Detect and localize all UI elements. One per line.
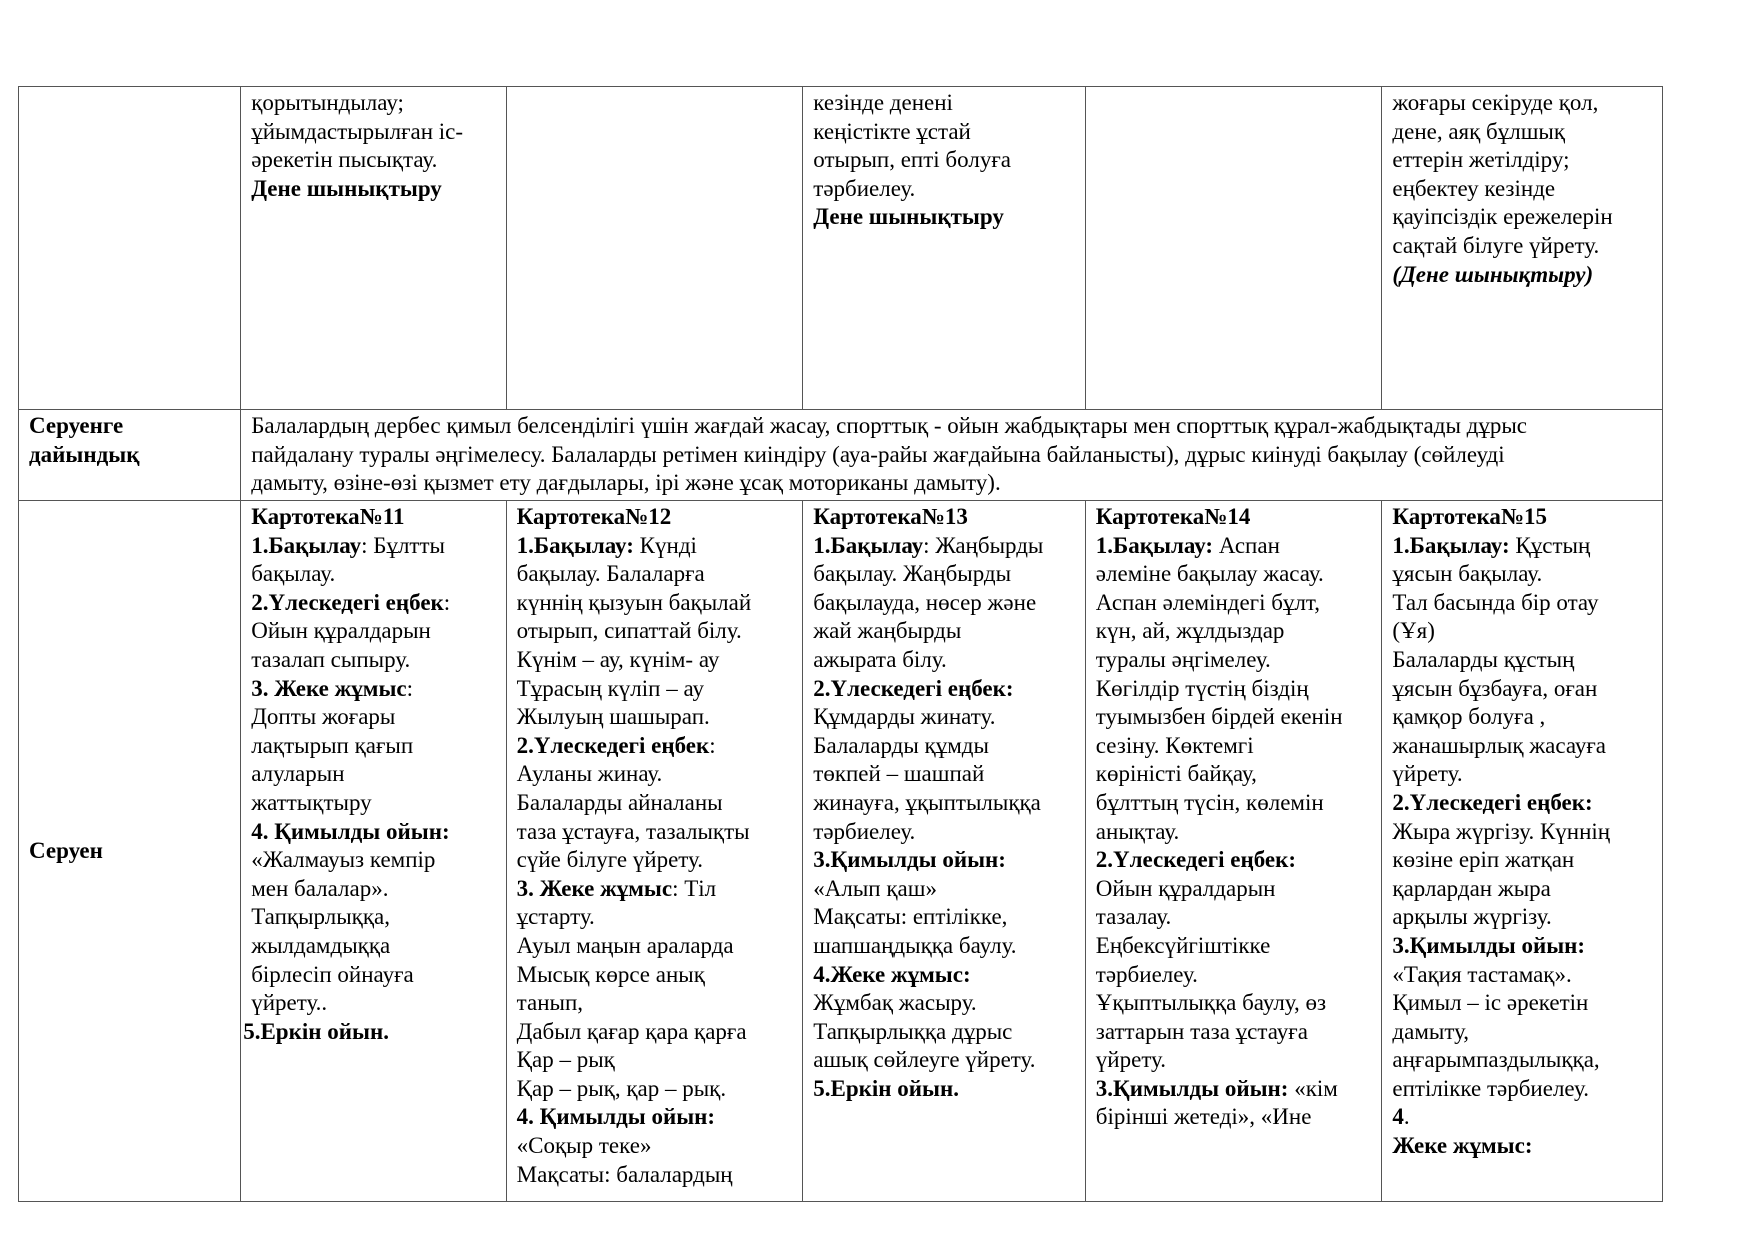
- card-line: [1392, 560, 1652, 589]
- card-line: [1392, 703, 1652, 732]
- text-line: сақтай білуге үйрету.: [1392, 232, 1600, 258]
- continued-cell-3: [803, 87, 1086, 410]
- bold-heading: Картотека№13: [813, 504, 968, 529]
- card-line: [1096, 532, 1372, 561]
- text-line: кезінде денені: [813, 90, 953, 115]
- plain-text: туралы әңгімелеу.: [1095, 646, 1271, 672]
- plain-text: ашық сөйлеуге үйрету.: [813, 1047, 1036, 1073]
- plain-text: Дабыл қағар қара қарға: [516, 1018, 747, 1044]
- card-line: [517, 875, 793, 904]
- continued-row: [19, 87, 1663, 410]
- card-line: [517, 1132, 793, 1161]
- bold-heading: 1.Бақылау: [813, 532, 924, 558]
- continued-cell-1: [241, 87, 506, 410]
- card-12-cell: [506, 501, 803, 1202]
- card-line: [251, 560, 495, 589]
- card-line: [517, 903, 793, 932]
- bold-heading: 4. Қимылды ойын:: [251, 818, 450, 844]
- card-line: [813, 1018, 1075, 1047]
- plain-text: лақтырып қағып: [251, 732, 414, 758]
- plain-text: Күнді: [633, 532, 697, 558]
- text-line: дене, аяқ бұлшық: [1392, 118, 1566, 144]
- card-line: [1392, 1075, 1652, 1104]
- card-line: [1096, 617, 1372, 646]
- bold-heading: Картотека№11: [251, 504, 405, 529]
- walk-row: [19, 501, 1663, 1202]
- plain-text: тәрбиелеу.: [813, 818, 916, 844]
- plain-text: «кім: [1288, 1075, 1338, 1101]
- plain-text: ажырата білу.: [813, 646, 947, 672]
- plain-text: «Соқыр теке»: [516, 1133, 652, 1159]
- plain-text: үйрету.: [1095, 1047, 1167, 1073]
- continued-cell-5: [1382, 87, 1663, 410]
- plain-text: ептілікке тәрбиелеу.: [1392, 1075, 1590, 1101]
- card-line: [813, 932, 1075, 961]
- walk-prep-row: [19, 410, 1663, 501]
- card-line: [813, 875, 1075, 904]
- plain-text: Құмдарды жинату.: [813, 704, 996, 730]
- plain-text: таза ұстауға, тазалықты: [516, 818, 750, 844]
- plain-text: күн, ай, жұлдыздар: [1095, 618, 1285, 644]
- card-line: [1096, 589, 1372, 618]
- card-11-cell: [241, 501, 506, 1202]
- plain-text: Мақсаты: балалардың: [516, 1161, 733, 1187]
- card-line: [517, 1018, 793, 1047]
- text-line: ұйымдастырылған іс-: [251, 118, 464, 144]
- bold-heading: 2.Үлескедегі еңбек:: [1095, 847, 1297, 873]
- free-play-item: 5.Еркін ойын.: [243, 1018, 389, 1044]
- card-line: [517, 1075, 793, 1104]
- subject-label: (Дене шынықтыру): [1392, 261, 1594, 287]
- bold-heading: 4.Жеке жұмыс:: [813, 961, 971, 987]
- plain-text: Қар – рық, қар – рық.: [516, 1075, 727, 1101]
- plain-text: Балаларды құстың: [1392, 646, 1575, 672]
- plain-text: «Тақия тастамақ».: [1392, 961, 1572, 987]
- text-line: еттерін жетілдіру;: [1392, 147, 1570, 173]
- plain-text: Тапқырлыққа дұрыс: [813, 1018, 1013, 1044]
- card-line: [1096, 989, 1372, 1018]
- plain-text: Мақсаты: ептілікке,: [813, 904, 1008, 930]
- card-line: [1392, 932, 1652, 961]
- card-title: [251, 503, 495, 532]
- plain-text: Тұрасың күліп – ау: [516, 675, 705, 701]
- card-line: [517, 732, 793, 761]
- bold-heading: 3.Қимылды ойын:: [1392, 932, 1586, 958]
- bold-heading: 2.Үлескедегі еңбек:: [813, 675, 1014, 701]
- bold-heading: 1.Бақылау:: [1095, 532, 1214, 558]
- card-line: [1096, 789, 1372, 818]
- card-line: [1392, 646, 1652, 675]
- card-line: [813, 732, 1075, 761]
- card-line: [1096, 1018, 1372, 1047]
- plain-text: бірінші жетеді», «Ине: [1095, 1104, 1312, 1130]
- card-line: [251, 846, 495, 875]
- card-line: [813, 703, 1075, 732]
- card-line: [1392, 961, 1652, 990]
- plain-text: көзіне еріп жатқан: [1392, 847, 1575, 873]
- card-line: [251, 646, 495, 675]
- bold-heading: 2.Үлескедегі еңбек:: [1392, 789, 1593, 815]
- card-line: [1096, 703, 1372, 732]
- continued-cell-2: [506, 87, 803, 410]
- plain-text: Еңбексүйгіштікке: [1095, 932, 1271, 958]
- plain-text: Допты жоғары: [251, 704, 396, 730]
- card-line: [1392, 818, 1652, 847]
- card-line: [517, 703, 793, 732]
- card-line: [813, 846, 1075, 875]
- plain-text: :: [406, 675, 414, 701]
- continued-cell-4: [1085, 87, 1382, 410]
- card-line: [813, 1046, 1075, 1075]
- card-line: [517, 989, 793, 1018]
- card-line: [813, 532, 1075, 561]
- plain-text: шапшаңдыққа баулу.: [813, 932, 1017, 958]
- card-line: [813, 903, 1075, 932]
- card-line: [517, 846, 793, 875]
- card-line: [1096, 646, 1372, 675]
- walk-prep-text: [241, 410, 1663, 501]
- plain-text: Жыра жүргізу. Күннің: [1392, 818, 1611, 844]
- card-line: [1392, 1103, 1652, 1132]
- bold-heading: 1.Бақылау:: [516, 532, 634, 558]
- card-line: [517, 532, 793, 561]
- plain-text: сезіну. Көктемгі: [1095, 732, 1254, 758]
- plain-text: отырып, сипаттай білу.: [516, 618, 742, 644]
- card-line: [517, 760, 793, 789]
- plain-text: үйрету.: [1392, 761, 1463, 787]
- bold-heading: 3. Жеке жұмыс: [251, 675, 407, 701]
- card-line: [517, 589, 793, 618]
- plain-text: «Жалмауыз кемпір: [251, 847, 436, 873]
- card-line: [1096, 560, 1372, 589]
- card-line: [251, 932, 495, 961]
- card-line: [517, 1161, 793, 1190]
- card-line: [517, 560, 793, 589]
- card-title: [517, 503, 793, 532]
- plain-text: : Тіл: [672, 875, 717, 901]
- bold-heading: 3.Қимылды ойын:: [1095, 1075, 1289, 1101]
- label-line: дайындық: [29, 441, 140, 467]
- plain-text: бұлттың түсін, көлемін: [1095, 789, 1324, 815]
- plain-text: жаттықтыру: [251, 789, 372, 815]
- plain-text: (Ұя): [1392, 618, 1435, 644]
- card-line: [251, 818, 495, 847]
- card-line: [1096, 846, 1372, 875]
- card-line: [813, 760, 1075, 789]
- text-line: әрекетін пысықтау.: [251, 147, 438, 173]
- card-14-cell: [1085, 501, 1382, 1202]
- plain-text: бірлесіп ойнауға: [251, 961, 414, 987]
- card-line: [813, 818, 1075, 847]
- plain-text: тазалау.: [1095, 904, 1172, 930]
- plain-text: сүйе білуге үйрету.: [516, 847, 704, 873]
- text-line: жоғары секіруде қол,: [1392, 90, 1599, 115]
- text-line: пайдалану туралы әңгімелесу. Балаларды ретімен киіндіру (ауа-райы жағдайына байланысты), дұрыс киінуді бақылау (сөйлеуді: [251, 441, 1505, 467]
- text-line: қорытындылау;: [251, 90, 404, 115]
- bold-heading: Картотека№12: [516, 504, 672, 529]
- card-line: [251, 760, 495, 789]
- plain-text: Ойын құралдарын: [251, 618, 431, 644]
- text-line: тәрбиелеу.: [813, 175, 916, 201]
- plain-text: :: [443, 589, 451, 615]
- card-line: [813, 646, 1075, 675]
- card-line: [517, 646, 793, 675]
- plain-text: мен балалар».: [251, 875, 389, 901]
- subject-label: Дене шынықтыру: [251, 175, 442, 201]
- plain-text: ұясын бақылау.: [1392, 561, 1543, 587]
- card-line: [813, 589, 1075, 618]
- card-line: [1096, 932, 1372, 961]
- card-line: [251, 875, 495, 904]
- card-line: [1392, 532, 1652, 561]
- plain-text: ұясын бұзбауға, оған: [1392, 675, 1598, 701]
- plain-text: :: [709, 732, 716, 758]
- card-line: [813, 989, 1075, 1018]
- plain-text: «Алып қаш»: [813, 875, 937, 901]
- card-line: [1392, 1132, 1652, 1161]
- card-line: [251, 961, 495, 990]
- plain-text: ұстарту.: [516, 904, 595, 930]
- card-line: [1096, 1046, 1372, 1075]
- card-line: [517, 818, 793, 847]
- card-line: [251, 675, 495, 704]
- plain-text: Аспан: [1213, 532, 1280, 558]
- card-line: [1392, 589, 1652, 618]
- subject-label: Дене шынықтыру: [813, 204, 1004, 230]
- row-label-empty: [19, 87, 241, 410]
- plain-text: күннің қызуын бақылай: [516, 589, 752, 615]
- plain-text: Тал басында бір отау: [1392, 589, 1599, 615]
- card-line: [1096, 961, 1372, 990]
- plain-text: Ұқыптылыққа баулу, өз: [1095, 990, 1327, 1016]
- plain-text: көріністі байқау,: [1095, 761, 1257, 787]
- card-line: [1096, 760, 1372, 789]
- plan-table: [18, 86, 1663, 1202]
- plain-text: Жылуың шашырап.: [516, 704, 710, 730]
- plain-text: жанашырлық жасауға: [1392, 732, 1607, 758]
- text-line: отырып, епті болуға: [813, 147, 1011, 173]
- card-line: [251, 732, 495, 761]
- bold-heading: 2.Үлескедегі еңбек: [516, 732, 710, 758]
- text-line: қауіпсіздік ережелерін: [1392, 204, 1613, 230]
- plain-text: Күнім – ау, күнім- ау: [516, 646, 720, 672]
- plain-text: : Жаңбырды: [923, 532, 1044, 558]
- plain-text: тазалап сыпыру.: [251, 646, 411, 672]
- plain-text: Ауыл маңын араларда: [516, 932, 734, 958]
- plain-text: Ауланы жинау.: [516, 761, 663, 787]
- card-line: [813, 675, 1075, 704]
- card-line: [251, 532, 495, 561]
- text-line: кеңістікте ұстай: [813, 118, 971, 144]
- plain-text: арқылы жүргізу.: [1392, 904, 1552, 930]
- card-line: [1392, 1018, 1652, 1047]
- card-line: [517, 617, 793, 646]
- card-line: [1392, 760, 1652, 789]
- card-line: [1392, 789, 1652, 818]
- walk-prep-label: [19, 410, 241, 501]
- plain-text: үйрету..: [251, 990, 328, 1016]
- card-line: [251, 703, 495, 732]
- card-line: [1096, 1075, 1372, 1104]
- plain-text: қамқор болуға ,: [1392, 704, 1546, 730]
- plain-text: Аспан әлеміндегі бұлт,: [1095, 589, 1321, 615]
- plain-text: анықтау.: [1095, 818, 1180, 844]
- bold-heading: 4. Қимылды ойын:: [516, 1104, 716, 1130]
- card-line: [251, 903, 495, 932]
- card-line: [1392, 903, 1652, 932]
- card-line: [1096, 675, 1372, 704]
- bold-heading: 1.Бақылау:: [1392, 532, 1510, 558]
- card-line: [813, 961, 1075, 990]
- plain-text: танып,: [516, 990, 584, 1016]
- card-line: [1392, 617, 1652, 646]
- plain-text: туымызбен бірдей екенін: [1095, 704, 1343, 730]
- bold-heading: 5.Еркін ойын.: [813, 1075, 960, 1101]
- bold-heading: Жеке жұмыс:: [1392, 1133, 1533, 1159]
- card-line: [1392, 846, 1652, 875]
- card-line: [517, 1103, 793, 1132]
- bold-heading: Картотека№14: [1095, 504, 1251, 529]
- card-15-cell: [1382, 501, 1663, 1202]
- card-line: [517, 932, 793, 961]
- bold-heading: Картотека№15: [1392, 504, 1547, 529]
- card-line: [517, 789, 793, 818]
- card-line: [1392, 675, 1652, 704]
- card-line: [251, 789, 495, 818]
- bold-heading: 3.Қимылды ойын:: [813, 847, 1006, 873]
- card-line: [1096, 818, 1372, 847]
- plain-text: Балаларды айналаны: [516, 789, 723, 815]
- plain-text: Құстың: [1509, 532, 1591, 558]
- plain-text: жылдамдыққа: [251, 932, 391, 958]
- plain-text: жай жаңбырды: [813, 618, 962, 644]
- card-line: [251, 989, 495, 1018]
- card-line: [517, 675, 793, 704]
- plain-text: Қимыл – іс әрекетін: [1392, 990, 1589, 1016]
- card-line: [813, 617, 1075, 646]
- card-line: [813, 789, 1075, 818]
- card-line: [1392, 989, 1652, 1018]
- label-line: Серуенге: [29, 413, 124, 438]
- plain-text: Жұмбақ жасыру.: [813, 990, 977, 1016]
- text-line: еңбектеу кезінде: [1392, 175, 1556, 201]
- card-line: [1096, 903, 1372, 932]
- plain-text: .: [1403, 1104, 1410, 1130]
- bold-heading: 4: [1392, 1104, 1404, 1130]
- plain-text: Мысық көрсе анық: [516, 961, 705, 987]
- card-line: [517, 1046, 793, 1075]
- card-line: [813, 560, 1075, 589]
- card-line: [517, 961, 793, 990]
- plain-text: : Бұлтты: [361, 532, 445, 558]
- walk-label: Серуен: [19, 501, 241, 1202]
- plain-text: Ойын құралдарын: [1095, 875, 1276, 901]
- bold-heading: 3. Жеке жұмыс: [516, 875, 673, 901]
- card-title: [1392, 503, 1652, 532]
- plain-text: бақылауда, нөсер және: [813, 589, 1037, 615]
- bold-heading: 1.Бақылау: [251, 532, 362, 558]
- plain-text: әлеміне бақылау жасау.: [1095, 561, 1324, 587]
- plain-text: бақылау.: [251, 561, 336, 587]
- card-line: [813, 1075, 1075, 1104]
- plain-text: төкпей – шашпай: [813, 761, 985, 787]
- card-line: [1392, 732, 1652, 761]
- card-title: [813, 503, 1075, 532]
- card-13-cell: [803, 501, 1086, 1202]
- card-line: [1392, 1046, 1652, 1075]
- plain-text: қарлардан жыра: [1392, 875, 1551, 901]
- card-line: [1096, 1103, 1372, 1132]
- plain-text: аңғарымпаздылыққа,: [1392, 1047, 1600, 1073]
- plain-text: Қар – рық: [516, 1047, 615, 1073]
- card-title: [1096, 503, 1372, 532]
- bold-heading: 2.Үлескедегі еңбек: [251, 589, 444, 615]
- plain-text: дамыту,: [1392, 1018, 1470, 1044]
- plain-text: заттарын таза ұстауға: [1095, 1018, 1308, 1044]
- plain-text: тәрбиелеу.: [1095, 961, 1198, 987]
- plain-text: Тапқырлыққа,: [251, 904, 390, 930]
- card-line: [1392, 875, 1652, 904]
- text-line: Балалардың дербес қимыл белсенділігі үшін жағдай жасау, спорттық - ойын жабдықтары мен спорттық құрал-жабдықтады дұрыс: [251, 413, 1528, 438]
- text-line: дамыту, өзіне-өзі қызмет ету дағдылары, ірі және ұсақ моториканы дамыту).: [251, 470, 1001, 496]
- plain-text: жинауға, ұқыптылыққа: [813, 789, 1041, 815]
- plain-text: Балаларды құмды: [813, 732, 989, 758]
- card-line: [1096, 875, 1372, 904]
- card-line: [251, 589, 495, 618]
- plain-text: алуларын: [251, 761, 345, 787]
- plain-text: Көгілдір түстің біздің: [1095, 675, 1309, 701]
- card-line: [1096, 732, 1372, 761]
- card-line: [251, 617, 495, 646]
- plain-text: бақылау. Жаңбырды: [813, 561, 1012, 587]
- plain-text: бақылау. Балаларға: [516, 561, 705, 587]
